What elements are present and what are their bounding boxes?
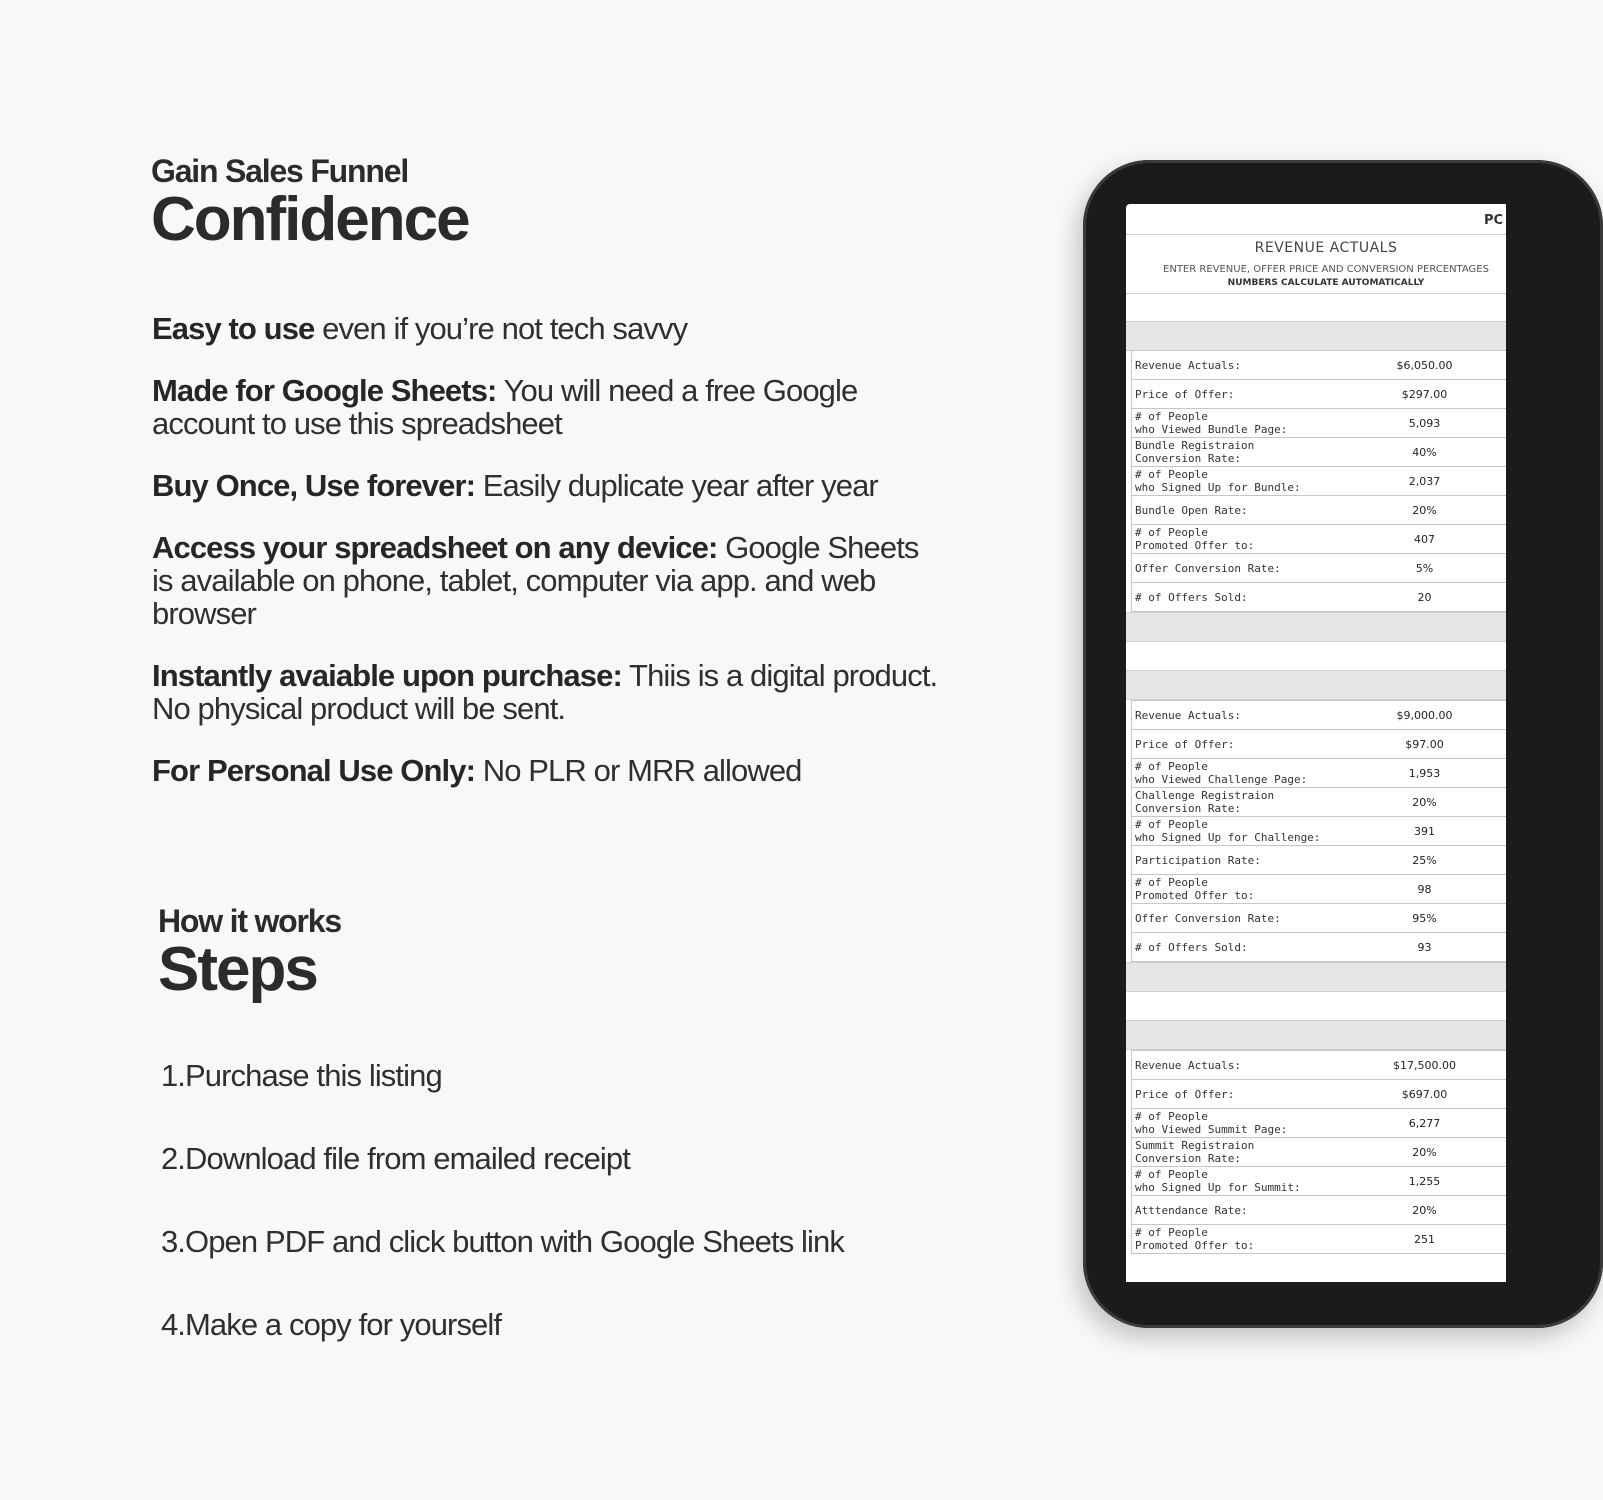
step-text: Download file from emailed receipt: [185, 1141, 630, 1176]
table-row: [1132, 904, 1506, 933]
row-label: [1135, 1196, 1375, 1224]
row-value: 6,277: [1408, 1116, 1441, 1130]
row-label: [1135, 351, 1375, 379]
feature-title: Easy to use: [152, 311, 315, 346]
row-label: [1135, 1225, 1375, 1253]
row-value: 1,953: [1408, 766, 1441, 780]
row-label-line2: who Signed Up for Challenge:: [1135, 831, 1321, 844]
feature-text: Google Sheets is available on phone, tablet, computer via app. and web browser: [152, 530, 919, 631]
steps-title: Steps: [158, 935, 317, 1004]
row-label: [1135, 496, 1375, 524]
row-label-line2: Conversion Rate:: [1135, 452, 1241, 465]
sheet-subtitle: ENTER REVENUE, OFFER PRICE AND CONVERSION PERCENTAGES: [1163, 264, 1489, 275]
feature-text: Thiis is a digital product. No physical product will be sent.: [152, 658, 938, 726]
row-label-line1: Offer Conversion Rate:: [1135, 911, 1281, 925]
divider: [1126, 293, 1506, 294]
row-label: [1135, 875, 1375, 903]
feature-list: [152, 312, 942, 816]
row-label-line1: Participation Rate:: [1135, 853, 1261, 867]
row-label: [1135, 788, 1375, 816]
table-row: [1132, 1051, 1506, 1080]
feature-title: Instantly avaiable upon purchase:: [152, 658, 622, 693]
row-value: 20%: [1412, 1203, 1437, 1217]
row-value: $297.00: [1401, 387, 1448, 401]
table-row: [1132, 1196, 1506, 1225]
feature-text: Easily duplicate year after year: [475, 468, 878, 503]
row-label-line1: Revenue Actuals:: [1135, 708, 1241, 722]
feature-text: No PLR or MRR allowed: [475, 753, 802, 788]
row-label-line1: Challenge Registraion: [1135, 789, 1275, 802]
table-row: [1132, 554, 1506, 583]
row-label-line2: who Viewed Summit Page:: [1135, 1123, 1288, 1136]
table-row: [1132, 409, 1506, 438]
row-label: [1135, 1080, 1375, 1108]
row-label-line2: Conversion Rate:: [1135, 802, 1241, 815]
step-item: [158, 1141, 630, 1177]
section-band: [1126, 321, 1506, 351]
row-value: 98: [1417, 882, 1432, 896]
table-row: [1132, 701, 1506, 730]
row-label-line1: Summit Registraion: [1135, 1139, 1255, 1152]
feature-text: You will need a free Google account to use this spreadsheet: [152, 373, 858, 441]
row-label-line1: # of Offers Sold:: [1135, 590, 1248, 604]
row-value: 20%: [1412, 795, 1437, 809]
table-row: [1132, 875, 1506, 904]
feature-title: Made for Google Sheets:: [152, 373, 497, 408]
row-label: [1135, 438, 1375, 466]
row-value: 5,093: [1408, 416, 1441, 430]
row-label: [1135, 380, 1375, 408]
row-label-line1: # of People: [1135, 526, 1208, 539]
row-label: [1135, 933, 1375, 961]
row-label-line1: # of People: [1135, 818, 1208, 831]
row-value: 2,037: [1408, 474, 1441, 488]
table-row: [1132, 1167, 1506, 1196]
row-label-line2: Promoted Offer to:: [1135, 1239, 1255, 1252]
row-value: $97.00: [1405, 737, 1444, 751]
table-row: [1132, 438, 1506, 467]
table-row: [1132, 730, 1506, 759]
row-value: 25%: [1412, 853, 1437, 867]
row-value: 5%: [1415, 561, 1434, 575]
feature-item: [152, 374, 942, 440]
step-number: 3.: [160, 1224, 185, 1259]
row-value: 40%: [1412, 445, 1437, 459]
row-label: [1135, 1138, 1375, 1166]
row-label-line1: Offer Conversion Rate:: [1135, 561, 1281, 575]
row-label-line1: Revenue Actuals:: [1135, 1058, 1241, 1072]
row-value: $697.00: [1401, 1087, 1448, 1101]
feature-text: even if you’re not tech savvy: [314, 311, 688, 346]
table-row: [1132, 467, 1506, 496]
table-row: [1132, 496, 1506, 525]
steps-kicker: How it works: [158, 903, 341, 939]
table-row: [1132, 788, 1506, 817]
feature-item: [152, 531, 942, 630]
row-label-line1: Bundle Open Rate:: [1135, 503, 1248, 517]
row-value: 95%: [1412, 911, 1437, 925]
feature-title: Access your spreadsheet on any device:: [152, 530, 718, 565]
feature-title: Buy Once, Use forever:: [152, 468, 476, 503]
table-row: [1132, 1080, 1506, 1109]
metrics-table-summit: [1131, 1050, 1506, 1254]
hero-kicker: Gain Sales Funnel: [151, 153, 409, 189]
row-value: 1,255: [1408, 1174, 1441, 1188]
feature-item: [152, 469, 942, 502]
table-row: [1132, 1109, 1506, 1138]
step-number: 2.: [160, 1141, 185, 1176]
row-label: [1135, 904, 1375, 932]
table-row: [1132, 1225, 1506, 1254]
row-label: [1135, 583, 1375, 611]
row-label-line1: Atttendance Rate:: [1135, 1203, 1248, 1217]
row-label: [1135, 846, 1375, 874]
step-item: [158, 1307, 501, 1343]
sheet-subtitle-bold: NUMBERS CALCULATE AUTOMATICALLY: [1227, 278, 1425, 288]
row-label-line1: Revenue Actuals:: [1135, 358, 1241, 372]
row-label: [1135, 409, 1375, 437]
screen-edge: [1126, 1266, 1506, 1282]
row-label: [1135, 554, 1375, 582]
row-label-line2: who Signed Up for Summit:: [1135, 1181, 1301, 1194]
step-text: Open PDF and click button with Google Sheets link: [185, 1224, 844, 1259]
row-label-line2: who Viewed Challenge Page:: [1135, 773, 1308, 786]
row-label: [1135, 701, 1375, 729]
row-label-line2: who Viewed Bundle Page:: [1135, 423, 1288, 436]
table-row: [1132, 846, 1506, 875]
section-band: [1126, 962, 1506, 992]
section-band: [1126, 612, 1506, 642]
row-label-line2: Promoted Offer to:: [1135, 539, 1255, 552]
hero-title: Confidence: [151, 185, 469, 254]
row-label: [1135, 1109, 1375, 1137]
row-label-line1: # of People: [1135, 1110, 1208, 1123]
row-label-line1: # of People: [1135, 468, 1208, 481]
step-number: 1.: [160, 1058, 185, 1093]
feature-item: [152, 754, 942, 787]
row-label: [1135, 525, 1375, 553]
table-row: [1132, 525, 1506, 554]
metrics-table-challenge: [1131, 700, 1506, 962]
section-band: [1126, 670, 1506, 700]
row-value: 407: [1414, 532, 1435, 546]
steps-heading: [158, 903, 341, 1004]
row-value: 391: [1414, 824, 1435, 838]
feature-item: [152, 659, 942, 725]
row-label-line1: Price of Offer:: [1135, 1087, 1235, 1101]
row-label-line1: Price of Offer:: [1135, 737, 1235, 751]
feature-title: For Personal Use Only:: [152, 753, 476, 788]
section-band: [1126, 1020, 1506, 1050]
table-row: [1132, 583, 1506, 612]
step-text: Make a copy for yourself: [185, 1307, 502, 1342]
sheet-title: REVENUE ACTUALS: [1254, 240, 1398, 256]
row-label: [1135, 1167, 1375, 1195]
row-label-line1: # of People: [1135, 876, 1208, 889]
row-label-line1: # of Offers Sold:: [1135, 940, 1248, 954]
table-row: [1132, 380, 1506, 409]
row-value: 20%: [1412, 1145, 1437, 1159]
row-label: [1135, 817, 1375, 845]
step-text: Purchase this listing: [185, 1058, 442, 1093]
corner-text: PC: [1484, 213, 1504, 228]
row-label: [1135, 759, 1375, 787]
hero-heading: [151, 150, 469, 254]
row-value: 20: [1417, 590, 1432, 604]
table-row: [1132, 759, 1506, 788]
row-value: 251: [1414, 1232, 1435, 1246]
row-value: $6,050.00: [1396, 358, 1453, 372]
table-row: [1132, 1138, 1506, 1167]
step-item: [158, 1224, 844, 1260]
step-item: [158, 1058, 442, 1094]
row-value: $17,500.00: [1393, 1058, 1456, 1072]
row-label-line1: # of People: [1135, 760, 1208, 773]
row-label-line2: Conversion Rate:: [1135, 1152, 1241, 1165]
metrics-table-bundle: [1131, 350, 1506, 612]
feature-item: [152, 312, 942, 345]
row-label-line1: # of People: [1135, 1168, 1208, 1181]
row-label-line1: Bundle Registraion: [1135, 439, 1255, 452]
table-row: [1132, 817, 1506, 846]
row-label: [1135, 730, 1375, 758]
row-label-line1: # of People: [1135, 1226, 1208, 1239]
row-label-line1: # of People: [1135, 410, 1208, 423]
row-label: [1135, 1051, 1375, 1079]
row-value: 93: [1417, 940, 1432, 954]
row-label: [1135, 467, 1375, 495]
row-label-line2: who Signed Up for Bundle:: [1135, 481, 1301, 494]
step-number: 4.: [160, 1307, 185, 1342]
divider: [1126, 234, 1506, 235]
table-row: [1132, 933, 1506, 962]
row-value: $9,000.00: [1396, 708, 1453, 722]
row-label-line2: Promoted Offer to:: [1135, 889, 1255, 902]
spreadsheet-screen: [1126, 204, 1506, 1282]
row-value: 20%: [1412, 503, 1437, 517]
table-row: [1132, 351, 1506, 380]
row-label-line1: Price of Offer:: [1135, 387, 1235, 401]
